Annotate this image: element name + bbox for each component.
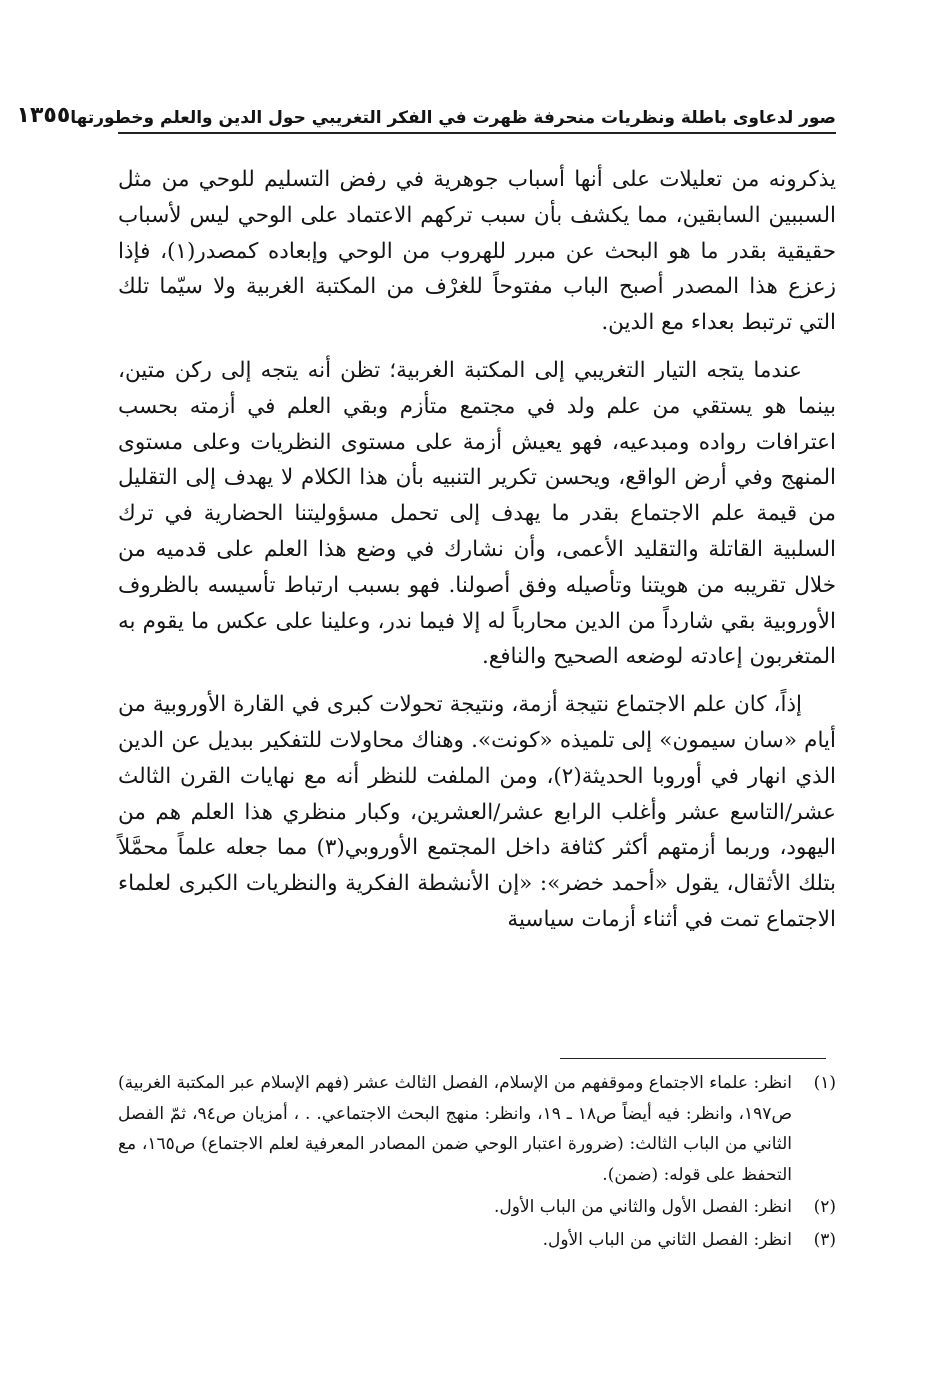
footnote-text: انظر: علماء الاجتماع وموقفهم من الإسلام، الفصل الثالث عشر (فهم الإسلام عبر المكتبة الغربية) ص١٩٧، وانظر: فيه أيضاً ص١٨ ـ ١٩، وانظر: منهج البحث الاجتماعي. . ، أمزيان ص٩٤، ثمّ الفصل الثاني من الباب الثالث: (ضرورة اعتبار الوحي ضمن المصادر المعرفية لعلم الاجتماع) ص١٦٥، مع التحفظ على قوله: (ضمن).: [118, 1073, 792, 1185]
footnote-3: [118, 1225, 836, 1256]
footnote-text: انظر: الفصل الأول والثاني من الباب الأول.: [494, 1197, 792, 1217]
footnote-separator: [560, 1058, 826, 1059]
footnotes: [118, 1068, 836, 1257]
paragraph-2: عندما يتجه التيار التغريبي إلى المكتبة الغربية؛ تظن أنه يتجه إلى ركن متين، بينما هو يستقي من علم ولد في مجتمع متأزم وبقي العلم في أزمته بحسب اعترافات رواده ومبدعيه، فهو يعيش أزمة على مستوى النظريات وعلى مستوى المنهج وفي أرض الواقع، ويحسن تكرير التنبيه بأن هذا الكلام لا يهدف إلى التقليل من قيمة علم الاجتماع بقدر ما يهدف إلى تحمل مسؤوليتنا الحضارية في ترك السلبية القاتلة والتقليد الأعمى، وأن نشارك في وضع هذا العلم على قدميه من خلال تقريبه من هويتنا وتأصيله وفق أصولنا. فهو بسبب ارتباط تأسيسه بالظروف الأوروبية بقي شارداً من الدين محارباً له إلا فيما ندر، وعلينا على عكس ما يقوم به المتغربون إعادته لوضعه الصحيح والنافع.: [118, 357, 836, 670]
paragraph-1: يذكرونه من تعليلات على أنها أسباب جوهرية في رفض التسليم للوحي من مثل السببين السابقين، مما يكشف بأن سبب تركهم الاعتماد على الوحي ليس لأسباب حقيقية بقدر ما هو البحث عن مبرر للهروب من الوحي وإبعاده كمصدر(١)، فإذا زعزع هذا المصدر أصبح الباب مفتوحاً للغرْف من المكتبة الغربية ولا سيّما تلك التي ترتبط بعداء مع الدين.: [118, 167, 836, 336]
footnote-2: [118, 1192, 836, 1223]
main-text: [118, 162, 836, 950]
paragraph-3: إذاً، كان علم الاجتماع نتيجة أزمة، ونتيجة تحولات كبرى في القارة الأوروبية من أيام «سان سيمون» إلى تلميذه «كونت». وهناك محاولات للتفكير ببديل عن الدين الذي انهار في أوروبا الحديثة(٢)، ومن الملفت للنظر أنه مع نهايات القرن الثالث عشر/التاسع عشر وأغلب الرابع عشر/العشرين، وكبار منظري هذا العلم هم من اليهود، وربما أزمتهم أكثر كثافة داخل المجتمع الأوروبي(٣) مما جعله علماً محمَّلاً بتلك الأثقال، يقول «أحمد خضر»: «إن الأنشطة الفكرية والنظريات الكبرى لعلماء الاجتماع تمت في أثناء أزمات سياسية: [118, 692, 836, 932]
running-header: [16, 88, 836, 128]
footnote-1: [118, 1068, 836, 1190]
footnote-number: (٢): [813, 1197, 836, 1217]
footnote-number: (١): [813, 1073, 836, 1093]
running-header-title: صور لدعاوى باطلة ونظريات منحرفة ظهرت في الفكر التغريبي حول الدين والعلم وخطورتها: [70, 108, 836, 128]
footnote-text: انظر: الفصل الثاني من الباب الأول.: [542, 1229, 792, 1250]
header-rule: [118, 132, 836, 134]
footnote-number: (٣): [813, 1229, 836, 1250]
page-number: ١٣٥٥: [16, 103, 71, 128]
